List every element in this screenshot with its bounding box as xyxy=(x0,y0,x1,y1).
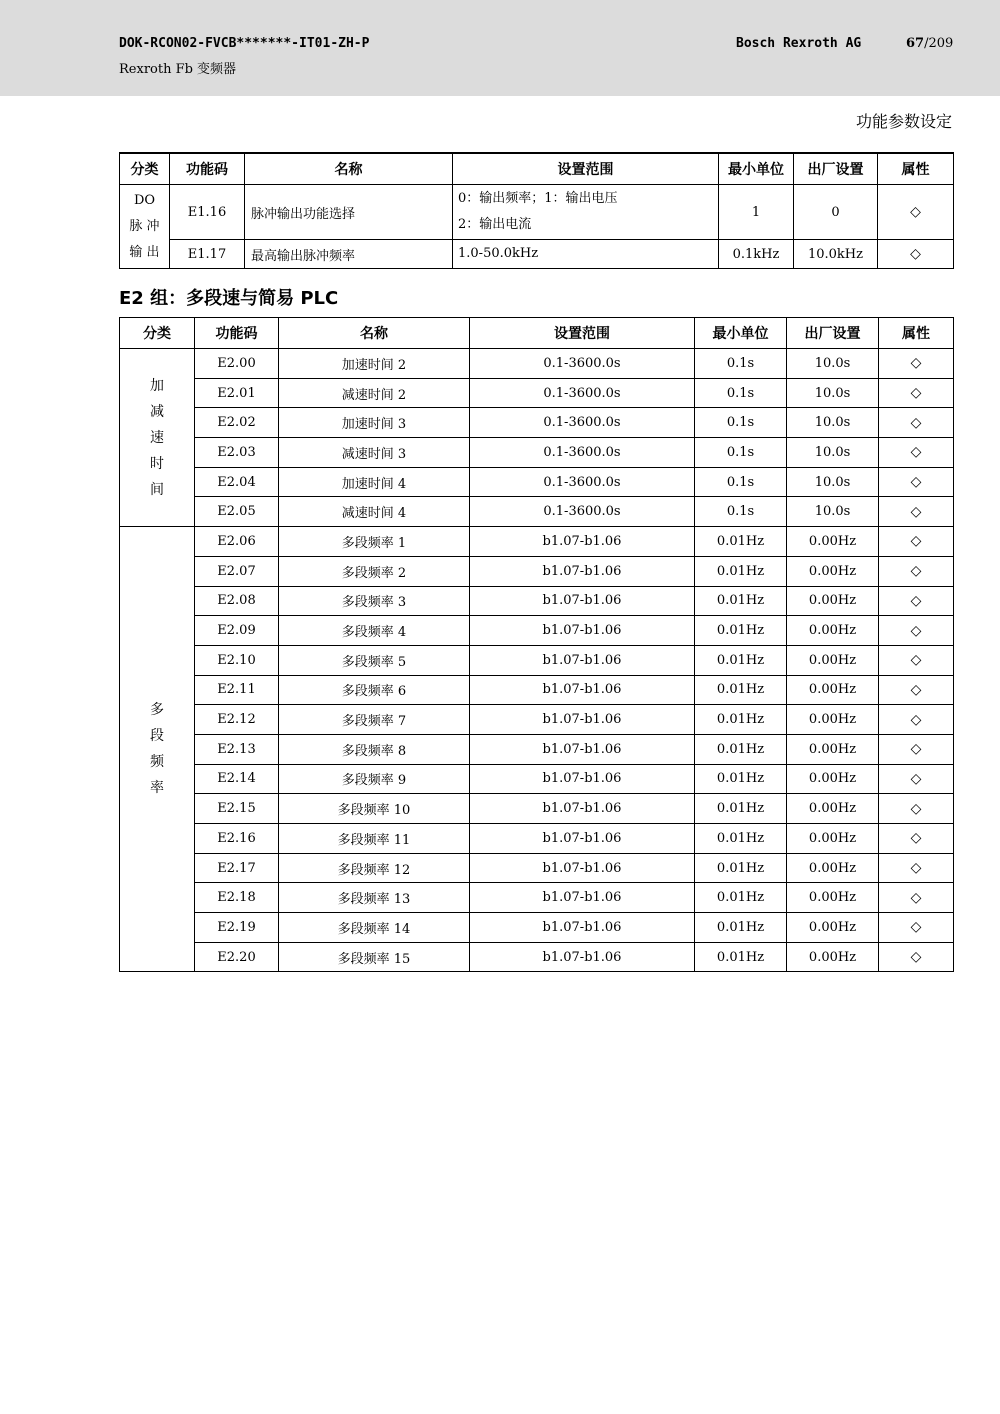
range-cell: b1.07-b1.06 xyxy=(470,616,695,646)
name-cell: 多段频率 5 xyxy=(279,645,470,675)
range-cell: b1.07-b1.06 xyxy=(470,883,695,913)
code-cell: E2.06 xyxy=(195,527,279,557)
attribute-cell: ◇ xyxy=(879,734,954,764)
code-cell: E2.04 xyxy=(195,467,279,497)
range-cell: b1.07-b1.06 xyxy=(470,586,695,616)
unit-cell: 0.01Hz xyxy=(695,883,787,913)
code-cell: E2.19 xyxy=(195,913,279,943)
code-cell: E2.14 xyxy=(195,764,279,794)
col-header: 功能码 xyxy=(195,318,279,349)
table-row xyxy=(120,467,954,497)
range-cell: 0.1-3600.0s xyxy=(470,408,695,438)
default-cell: 0.00Hz xyxy=(787,527,879,557)
code-cell: E2.09 xyxy=(195,616,279,646)
name-cell: 多段频率 15 xyxy=(279,942,470,972)
default-cell: 10.0s xyxy=(787,438,879,468)
name-cell: 减速时间 3 xyxy=(279,438,470,468)
name-cell: 多段频率 12 xyxy=(279,853,470,883)
default-cell: 0.00Hz xyxy=(787,616,879,646)
range-cell: b1.07-b1.06 xyxy=(470,556,695,586)
name-cell: 多段频率 13 xyxy=(279,883,470,913)
table-header-row xyxy=(120,153,954,185)
unit-cell: 0.01Hz xyxy=(695,556,787,586)
unit-cell: 0.01Hz xyxy=(695,853,787,883)
range-cell xyxy=(453,185,719,240)
unit-cell: 0.01Hz xyxy=(695,824,787,854)
table-row xyxy=(120,824,954,854)
name-cell: 多段频率 3 xyxy=(279,586,470,616)
range-cell: b1.07-b1.06 xyxy=(470,764,695,794)
table-row xyxy=(120,586,954,616)
default-cell: 10.0s xyxy=(787,467,879,497)
page-total: /209 xyxy=(924,36,954,51)
range-cell: b1.07-b1.06 xyxy=(470,794,695,824)
unit-cell: 0.01Hz xyxy=(695,675,787,705)
name-cell: 加速时间 4 xyxy=(279,467,470,497)
default-cell: 0.00Hz xyxy=(787,556,879,586)
range-line: 0：输出频率；1：输出电压 xyxy=(458,191,618,206)
table-row xyxy=(120,645,954,675)
col-header: 名称 xyxy=(279,318,470,349)
unit-cell: 0.1s xyxy=(695,467,787,497)
code-cell: E2.01 xyxy=(195,378,279,408)
code-cell: E2.20 xyxy=(195,942,279,972)
code-cell: E2.12 xyxy=(195,705,279,735)
product-name: Rexroth Fb 变频器 xyxy=(119,62,237,77)
category-char: 速 xyxy=(150,429,164,446)
table-row xyxy=(120,942,954,972)
code-cell: E2.08 xyxy=(195,586,279,616)
default-cell: 10.0s xyxy=(787,349,879,379)
attribute-cell: ◇ xyxy=(879,794,954,824)
name-cell: 脉冲输出功能选择 xyxy=(245,185,453,240)
default-cell: 0.00Hz xyxy=(787,734,879,764)
table-row xyxy=(120,883,954,913)
unit-cell: 0.01Hz xyxy=(695,942,787,972)
e2-group-title: E2 组：多段速与简易 PLC xyxy=(119,288,339,309)
attribute-cell: ◇ xyxy=(879,378,954,408)
col-header: 最小单位 xyxy=(719,153,794,185)
category-line: 脉 冲 xyxy=(129,218,160,234)
attribute-cell: ◇ xyxy=(879,942,954,972)
attribute-cell: ◇ xyxy=(879,645,954,675)
unit-cell: 0.01Hz xyxy=(695,794,787,824)
range-cell: 0.1-3600.0s xyxy=(470,467,695,497)
table-row xyxy=(120,556,954,586)
category-char: 多 xyxy=(150,702,164,719)
range-cell: 1.0-50.0kHz xyxy=(453,240,719,269)
name-cell: 多段频率 2 xyxy=(279,556,470,586)
default-cell: 0.00Hz xyxy=(787,705,879,735)
code-cell: E2.18 xyxy=(195,883,279,913)
range-cell: b1.07-b1.06 xyxy=(470,645,695,675)
table-e2 xyxy=(119,317,954,972)
attribute-cell: ◇ xyxy=(879,586,954,616)
range-cell: 0.1-3600.0s xyxy=(470,438,695,468)
range-cell: b1.07-b1.06 xyxy=(470,824,695,854)
name-cell: 多段频率 11 xyxy=(279,824,470,854)
table-row xyxy=(120,913,954,943)
attribute-cell: ◇ xyxy=(879,675,954,705)
category-cell xyxy=(120,185,170,269)
col-header: 设置范围 xyxy=(470,318,695,349)
attribute-cell: ◇ xyxy=(879,705,954,735)
category-line: DO xyxy=(133,192,156,208)
col-header: 出厂设置 xyxy=(794,153,878,185)
unit-cell: 0.1s xyxy=(695,497,787,527)
table-row xyxy=(120,675,954,705)
table-row xyxy=(120,349,954,379)
unit-cell: 0.1s xyxy=(695,349,787,379)
attribute-cell: ◇ xyxy=(879,824,954,854)
name-cell: 加速时间 3 xyxy=(279,408,470,438)
range-cell: 0.1-3600.0s xyxy=(470,349,695,379)
default-cell: 10.0kHz xyxy=(794,240,878,269)
attribute-cell: ◇ xyxy=(879,764,954,794)
unit-cell: 0.01Hz xyxy=(695,586,787,616)
name-cell: 减速时间 2 xyxy=(279,378,470,408)
default-cell: 10.0s xyxy=(787,378,879,408)
table-row xyxy=(120,616,954,646)
range-cell: b1.07-b1.06 xyxy=(470,942,695,972)
attribute-cell: ◇ xyxy=(878,240,954,269)
attribute-cell: ◇ xyxy=(879,883,954,913)
default-cell: 0.00Hz xyxy=(787,764,879,794)
category-char: 率 xyxy=(150,780,164,797)
default-cell: 0.00Hz xyxy=(787,942,879,972)
attribute-cell: ◇ xyxy=(879,467,954,497)
attribute-cell: ◇ xyxy=(879,853,954,883)
col-header: 出厂设置 xyxy=(787,318,879,349)
col-header: 分类 xyxy=(120,153,170,185)
default-cell: 0.00Hz xyxy=(787,824,879,854)
section-title: 功能参数设定 xyxy=(855,112,952,131)
unit-cell: 1 xyxy=(719,185,794,240)
page-current: 67 xyxy=(906,36,925,51)
table-row xyxy=(120,408,954,438)
attribute-cell: ◇ xyxy=(879,527,954,557)
attribute-cell: ◇ xyxy=(879,616,954,646)
name-cell: 多段频率 1 xyxy=(279,527,470,557)
unit-cell: 0.1s xyxy=(695,438,787,468)
name-cell: 多段频率 14 xyxy=(279,913,470,943)
default-cell: 0.00Hz xyxy=(787,913,879,943)
table-row xyxy=(120,527,954,557)
default-cell: 0.00Hz xyxy=(787,883,879,913)
default-cell: 0.00Hz xyxy=(787,586,879,616)
range-cell: b1.07-b1.06 xyxy=(470,734,695,764)
category-char: 段 xyxy=(150,728,164,745)
code-cell: E1.17 xyxy=(170,240,245,269)
category-cell xyxy=(120,349,195,527)
default-cell: 0.00Hz xyxy=(787,645,879,675)
code-cell: E2.00 xyxy=(195,349,279,379)
range-cell: b1.07-b1.06 xyxy=(470,705,695,735)
code-cell: E2.13 xyxy=(195,734,279,764)
table-row xyxy=(120,497,954,527)
table-row xyxy=(120,378,954,408)
attribute-cell: ◇ xyxy=(879,497,954,527)
code-cell: E2.10 xyxy=(195,645,279,675)
default-cell: 0.00Hz xyxy=(787,675,879,705)
col-header: 功能码 xyxy=(170,153,245,185)
name-cell: 最高输出脉冲频率 xyxy=(245,240,453,269)
name-cell: 多段频率 6 xyxy=(279,675,470,705)
default-cell: 0.00Hz xyxy=(787,794,879,824)
table-e1 xyxy=(119,152,954,269)
default-cell: 0 xyxy=(794,185,878,240)
code-cell: E2.02 xyxy=(195,408,279,438)
unit-cell: 0.01Hz xyxy=(695,734,787,764)
code-cell: E1.16 xyxy=(170,185,245,240)
code-cell: E2.15 xyxy=(195,794,279,824)
unit-cell: 0.01Hz xyxy=(695,527,787,557)
name-cell: 多段频率 4 xyxy=(279,616,470,646)
attribute-cell: ◇ xyxy=(879,438,954,468)
attribute-cell: ◇ xyxy=(879,556,954,586)
unit-cell: 0.01Hz xyxy=(695,705,787,735)
table-row xyxy=(120,438,954,468)
range-cell: b1.07-b1.06 xyxy=(470,527,695,557)
col-header: 最小单位 xyxy=(695,318,787,349)
default-cell: 0.00Hz xyxy=(787,853,879,883)
col-header: 名称 xyxy=(245,153,453,185)
document-id: DOK-RCON02-FVCB*******-IT01-ZH-P xyxy=(119,36,370,51)
range-cell: b1.07-b1.06 xyxy=(470,913,695,943)
range-cell: 0.1-3600.0s xyxy=(470,378,695,408)
col-header: 设置范围 xyxy=(453,153,719,185)
name-cell: 减速时间 4 xyxy=(279,497,470,527)
unit-cell: 0.1kHz xyxy=(719,240,794,269)
attribute-cell: ◇ xyxy=(879,408,954,438)
category-char: 减 xyxy=(150,403,164,420)
attribute-cell: ◇ xyxy=(879,349,954,379)
table-row xyxy=(120,240,954,269)
table-row xyxy=(120,764,954,794)
unit-cell: 0.01Hz xyxy=(695,616,787,646)
table-row xyxy=(120,734,954,764)
default-cell: 10.0s xyxy=(787,408,879,438)
code-cell: E2.17 xyxy=(195,853,279,883)
range-line: 2：输出电流 xyxy=(458,217,532,232)
default-cell: 10.0s xyxy=(787,497,879,527)
code-cell: E2.03 xyxy=(195,438,279,468)
attribute-cell: ◇ xyxy=(878,185,954,240)
unit-cell: 0.1s xyxy=(695,378,787,408)
range-cell: 0.1-3600.0s xyxy=(470,497,695,527)
page-number xyxy=(906,36,953,51)
unit-cell: 0.01Hz xyxy=(695,913,787,943)
category-cell xyxy=(120,527,195,972)
name-cell: 多段频率 9 xyxy=(279,764,470,794)
category-char: 间 xyxy=(150,481,164,498)
category-char: 时 xyxy=(150,455,164,472)
name-cell: 多段频率 10 xyxy=(279,794,470,824)
code-cell: E2.05 xyxy=(195,497,279,527)
table-row xyxy=(120,794,954,824)
name-cell: 多段频率 8 xyxy=(279,734,470,764)
unit-cell: 0.1s xyxy=(695,408,787,438)
page-header xyxy=(0,0,1000,96)
col-header: 属性 xyxy=(879,318,954,349)
table-header-row xyxy=(120,318,954,349)
code-cell: E2.07 xyxy=(195,556,279,586)
category-char: 加 xyxy=(150,377,164,394)
company-name: Bosch Rexroth AG xyxy=(736,36,862,51)
category-char: 频 xyxy=(150,754,164,771)
name-cell: 加速时间 2 xyxy=(279,349,470,379)
category-line: 输 出 xyxy=(129,244,160,260)
table-row xyxy=(120,705,954,735)
code-cell: E2.16 xyxy=(195,824,279,854)
range-cell: b1.07-b1.06 xyxy=(470,853,695,883)
unit-cell: 0.01Hz xyxy=(695,645,787,675)
code-cell: E2.11 xyxy=(195,675,279,705)
col-header: 分类 xyxy=(120,318,195,349)
attribute-cell: ◇ xyxy=(879,913,954,943)
unit-cell: 0.01Hz xyxy=(695,764,787,794)
col-header: 属性 xyxy=(878,153,954,185)
table-row xyxy=(120,185,954,240)
range-cell: b1.07-b1.06 xyxy=(470,675,695,705)
name-cell: 多段频率 7 xyxy=(279,705,470,735)
table-row xyxy=(120,853,954,883)
